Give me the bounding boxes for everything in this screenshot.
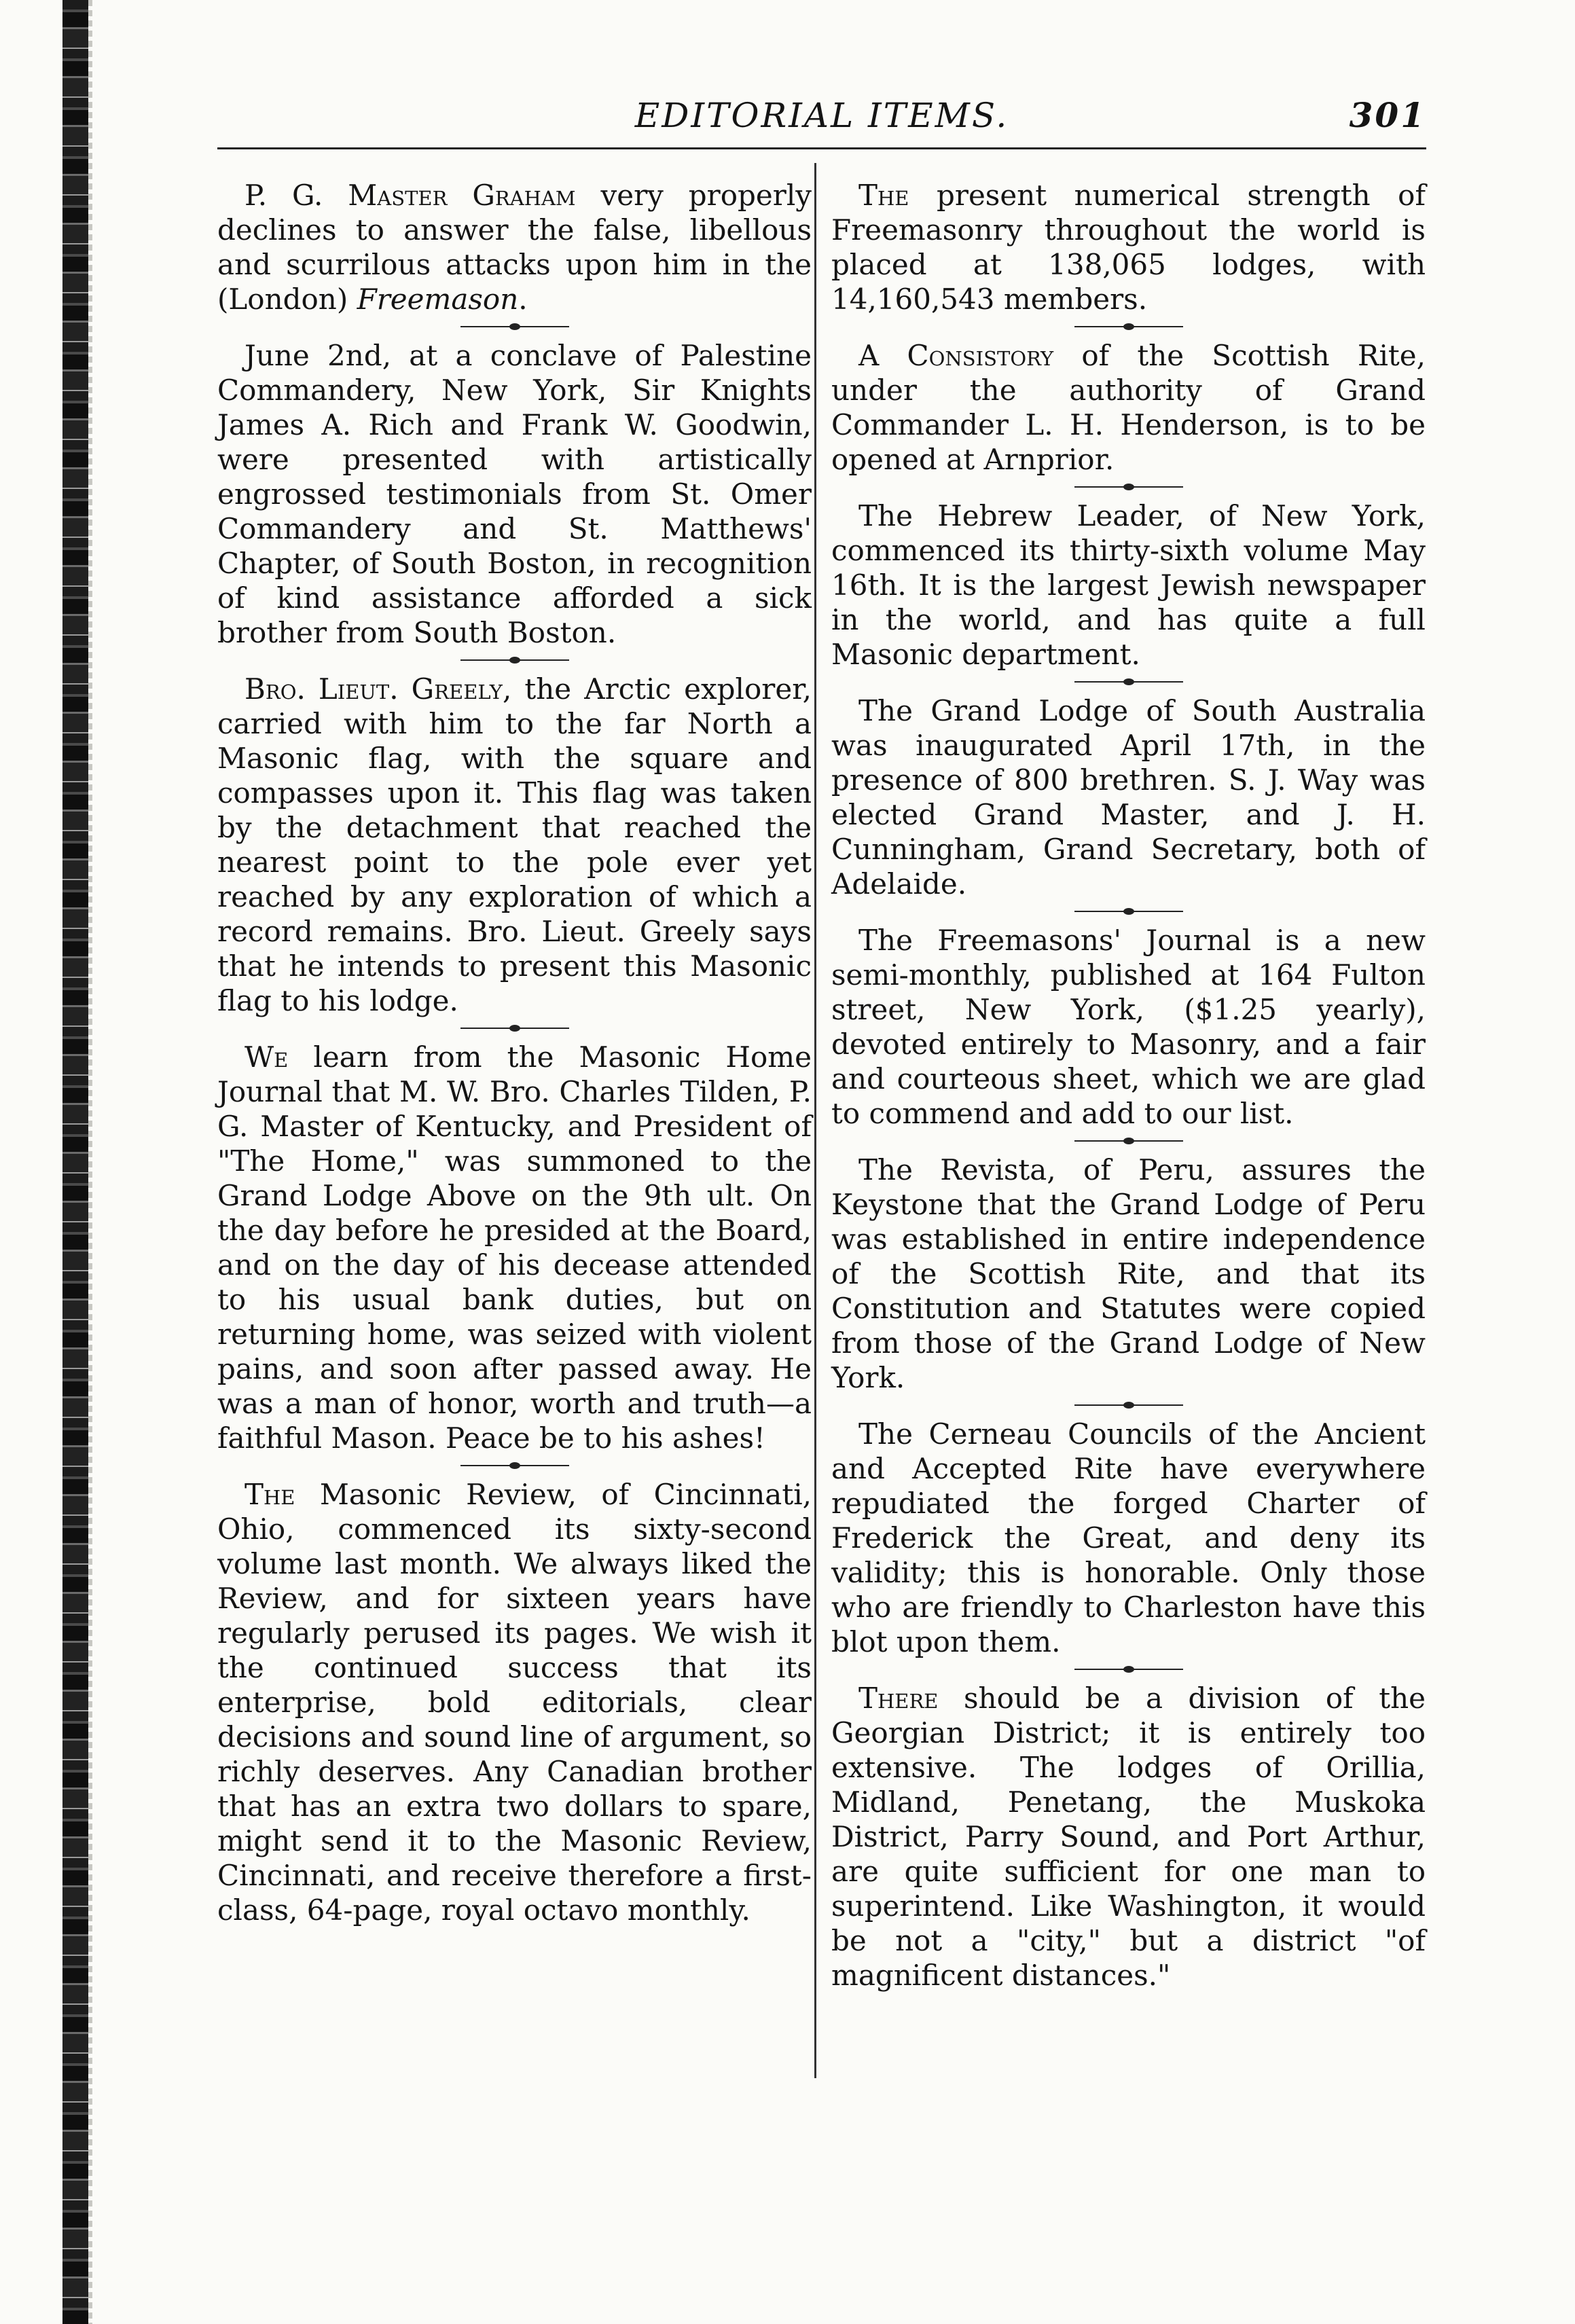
page-gutter	[88, 0, 92, 2324]
item-separator	[460, 1023, 569, 1033]
item-separator	[1074, 677, 1183, 687]
page-header	[217, 88, 1426, 143]
column-divider	[814, 163, 816, 2078]
item-separator	[1074, 1665, 1183, 1674]
item-separator	[1074, 907, 1183, 916]
item-text: The Grand Lodge of South Australia was inaugurated April 17th, in the presence of 800 brethren. S. J. Way was elected Grand Master, and J. H. Cunningham, Grand Secretary, both of Adelaide.	[831, 694, 1426, 901]
item-text: Masonic Review, of Cincinnati, Ohio, commenced its sixty-second volume last month. We always liked the Review, and for sixteen years have regularly perused its pages. We wish it the continued success that its enterprise, bold editorials, clear decisions and sound line of argument, so richly deserves. Any Canadian brother that has an extra two dollars to spare, might send it to the Masonic Review, Cincinnati, and receive therefore a first-class, 64-page, royal octavo monthly.	[217, 1478, 812, 1927]
right-column	[831, 178, 1426, 1993]
item-separator	[1074, 322, 1183, 331]
editorial-item	[831, 1681, 1426, 1993]
editorial-item	[217, 338, 812, 650]
item-lead: P. G. Master Graham	[245, 179, 576, 212]
item-text: of the Scottish Rite, under the authority of Grand Commander L. H. Henderson, is to be opened at Arnprior.	[831, 339, 1426, 476]
item-separator	[1074, 1136, 1183, 1146]
item-separator	[1074, 1400, 1183, 1410]
item-separator	[460, 655, 569, 665]
item-text: The Freemasons' Journal is a new semi-monthly, published at 164 Fulton street, New York, ($1.25 yearly), devoted entirely to Masonry, and a fair and courteous sheet, which we are glad to commend and add to our list.	[831, 924, 1426, 1130]
item-lead: The	[245, 1478, 295, 1511]
item-text: The Hebrew Leader, of New York, commenced its thirty-sixth volume May 16th. It is the largest Jewish newspaper in the world, and has quite a full Masonic department.	[831, 499, 1426, 671]
editorial-item	[217, 672, 812, 1018]
editorial-item	[217, 1477, 812, 1927]
item-separator	[460, 322, 569, 331]
item-separator	[1074, 482, 1183, 492]
header-rule	[217, 147, 1426, 149]
left-column	[217, 178, 812, 1927]
item-lead: The	[858, 179, 909, 212]
item-text: present numerical strength of Freemasonry throughout the world is placed at 138,065 lodges, with 14,160,543 members.	[831, 179, 1426, 316]
item-lead: We	[245, 1040, 289, 1074]
item-italic-title: Freemason	[357, 283, 519, 316]
editorial-item	[831, 1152, 1426, 1395]
book-binding-edge	[62, 0, 88, 2324]
page-number: 301	[1349, 95, 1426, 135]
editorial-item	[831, 1417, 1426, 1659]
item-lead: Bro. Lieut. Greely	[245, 672, 503, 706]
editorial-item	[217, 1040, 812, 1455]
editorial-item	[831, 338, 1426, 477]
editorial-item	[831, 693, 1426, 901]
item-text: The Cerneau Councils of the Ancient and Accepted Rite have everywhere repudiated the forged Charter of Frederick the Great, and deny its validity; this is honorable. Only those who are friendly to Charleston have this blot upon them.	[831, 1417, 1426, 1658]
item-lead: A Consistory	[858, 339, 1054, 372]
item-text: very properly declines to answer the false, libellous and scurrilous attacks upon him in the (London)	[217, 179, 812, 316]
item-separator	[460, 1461, 569, 1470]
item-text: The Revista, of Peru, assures the Keystone that the Grand Lodge of Peru was established in entire independence of the Scottish Rite, and that its Constitution and Statutes were copied from those of the Grand Lodge of New York.	[831, 1153, 1426, 1394]
item-text: should be a division of the Georgian District; it is entirely too extensive. The lodges of Orillia, Midland, Penetang, the Muskoka District, Parry Sound, and Port Arthur, are quite sufficient for one man to superintend. Like Washington, it would be not a "city," but a district "of magnificent distances."	[831, 1682, 1426, 1992]
running-title: EDITORIAL ITEMS.	[634, 96, 1009, 135]
editorial-item	[831, 178, 1426, 316]
editorial-item	[217, 178, 812, 316]
editorial-item	[831, 498, 1426, 672]
item-text: , the Arctic explorer, carried with him to the far North a Masonic flag, with the square and compasses upon it. This flag was taken by the detachment that reached the nearest point to the pole ever yet reached by any exploration of which a record remains. Bro. Lieut. Greely says that he intends to present this Masonic flag to his lodge.	[217, 672, 812, 1017]
item-text: June 2nd, at a conclave of Palestine Commandery, New York, Sir Knights James A. Rich and Frank W. Goodwin, were presented with artistically engrossed testimonials from St. Omer Commandery and St. Matthews' Chapter, of South Boston, in recognition of kind assistance afforded a sick brother from South Boston.	[217, 339, 812, 649]
editorial-item	[831, 923, 1426, 1131]
item-lead: There	[858, 1682, 939, 1715]
item-text: learn from the Masonic Home Journal that M. W. Bro. Charles Tilden, P. G. Master of Kentucky, and President of "The Home," was summoned to the Grand Lodge Above on the 9th ult. On the day before he presided at the Board, and on the day of his decease attended to his usual bank duties, but on returning home, was seized with violent pains, and soon after passed away. He was a man of honor, worth and truth—a faithful Mason. Peace be to his ashes!	[217, 1040, 812, 1455]
item-end: .	[518, 283, 528, 316]
